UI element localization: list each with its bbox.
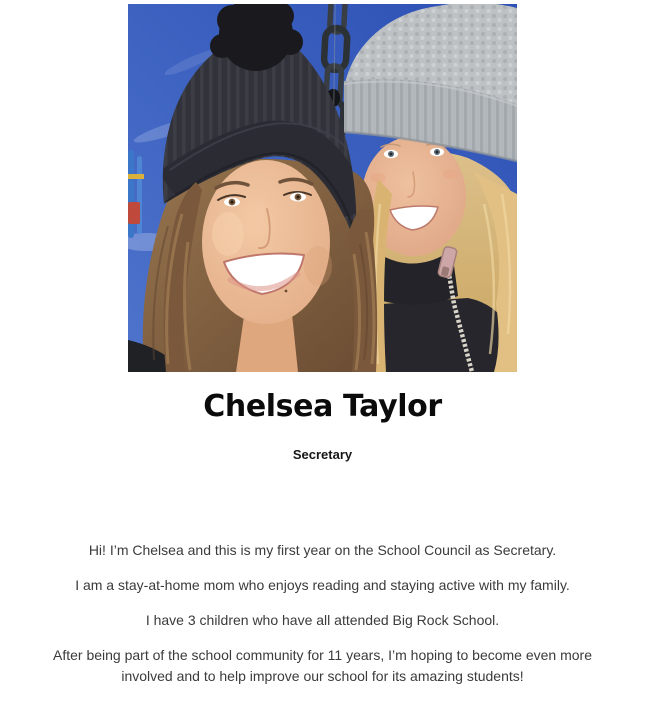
bio-paragraph-3: I have 3 children who have all attended Big Rock School. [145,612,500,628]
profile-name: Chelsea Taylor [203,389,442,424]
profile-role: Secretary [292,447,353,462]
bio-paragraph-2: I am a stay-at-home mom who enjoys reading and staying active with my family. [75,577,570,593]
bio-paragraph-4: After being part of the school community for 11 years, I’m hoping to become even more involved and to help improve our school for its amazing students! [52,647,592,684]
profile-bio [34,540,612,687]
profile-page [0,4,645,722]
profile-photo-illustration [128,4,517,372]
profile-photo [128,4,517,372]
beauty-mark [285,290,288,293]
bio-paragraph-1: Hi! I’m Chelsea and this is my first year on the School Council as Secretary. [88,542,557,558]
